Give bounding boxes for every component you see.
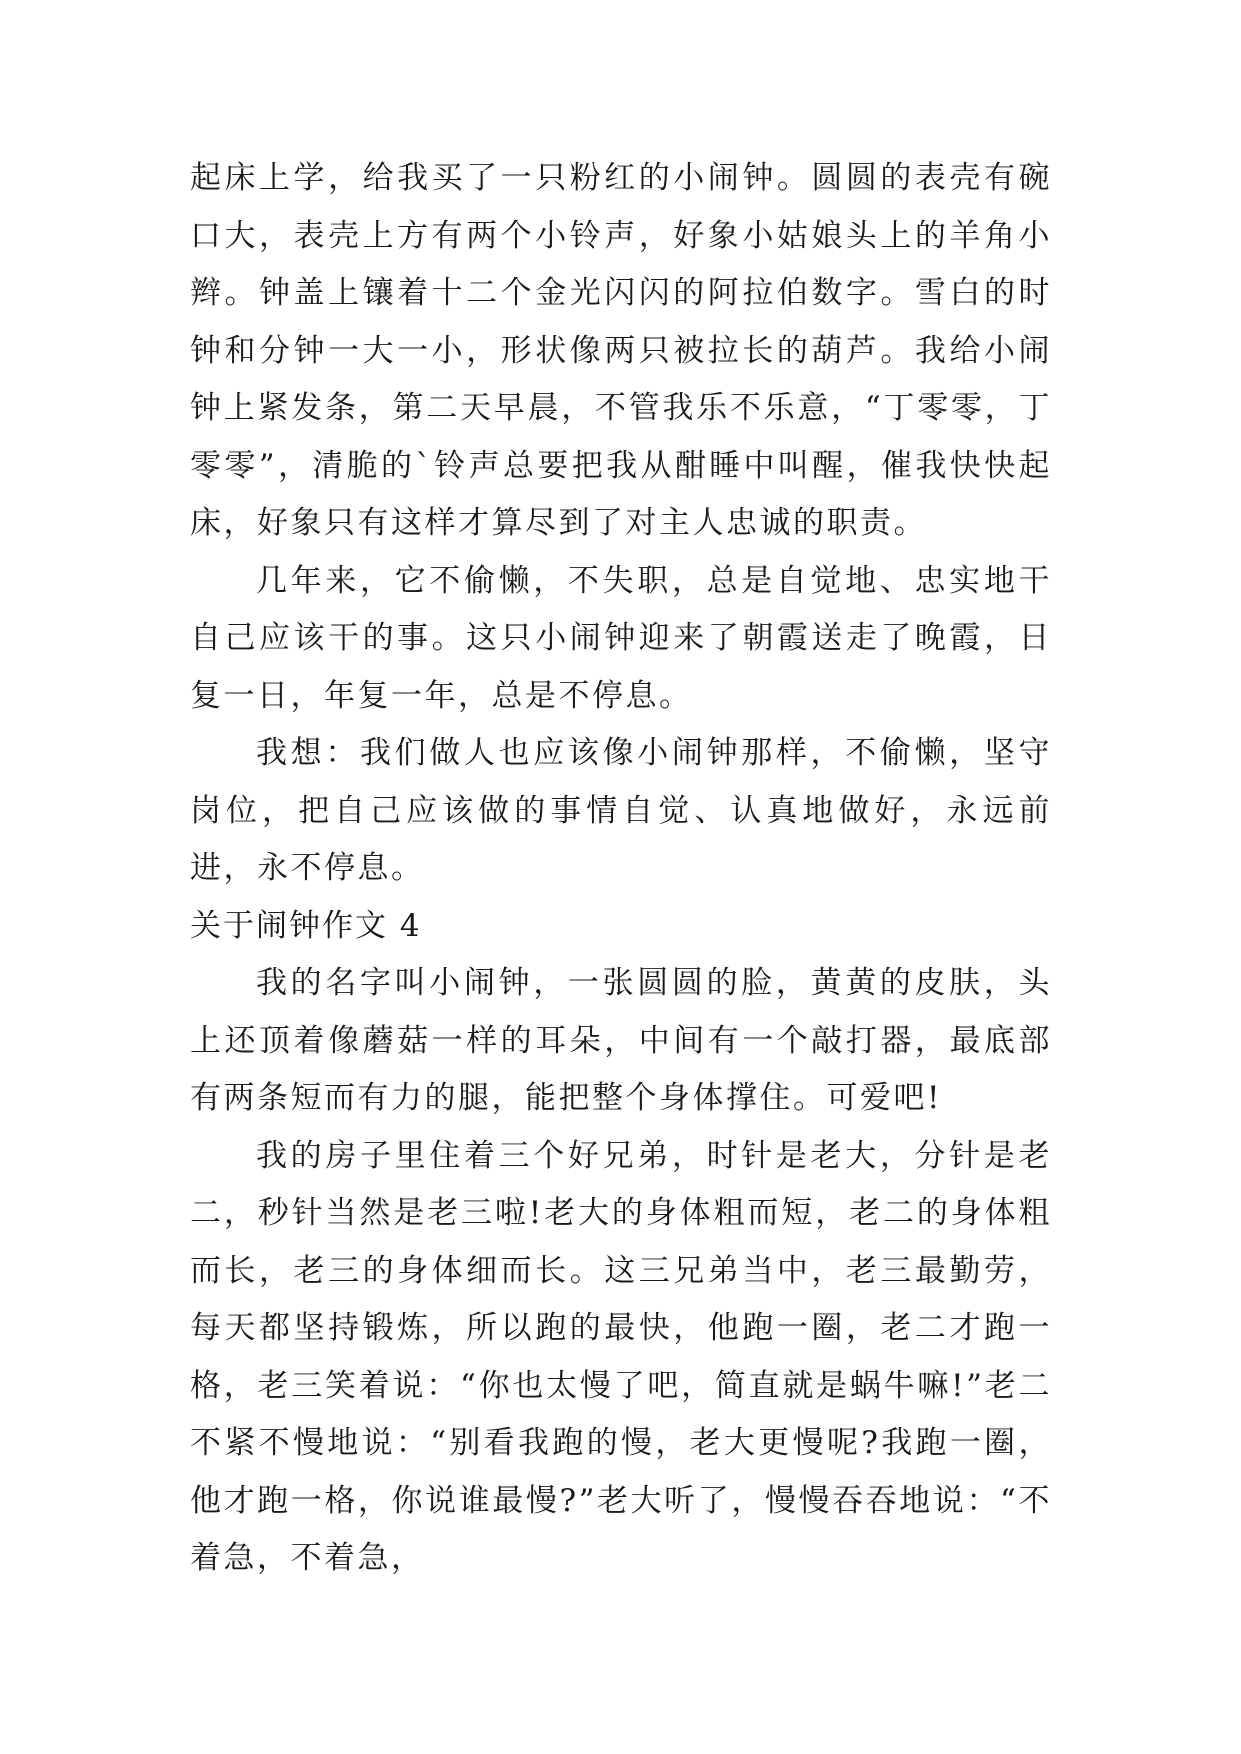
document-body — [190, 150, 1052, 1588]
paragraph: 我想：我们做人也应该像小闹钟那样，不偷懒，坚守岗位，把自己应该做的事情自觉、认真地做好，永远前进，永不停息。 — [190, 735, 1052, 886]
paragraph-continued: 起床上学，给我买了一只粉红的小闹钟。圆圆的表壳有碗口大，表壳上方有两个小铃声，好象小姑娘头上的羊角小辫。钟盖上镶着十二个金光闪闪的阿拉伯数字。雪白的时钟和分钟一大一小，形状像两只被拉长的葫芦。我给小闹钟上紧发条，第二天早晨，不管我乐不乐意，“丁零零，丁零零”，清脆的`铃声总要把我从酣睡中叫醒，催我快快起床，好象只有这样才算尽到了对主人忠诚的职责。 — [190, 160, 1052, 541]
paragraph: 我的房子里住着三个好兄弟，时针是老大，分针是老二，秒针当然是老三啦!老大的身体粗而短，老二的身体粗而长，老三的身体细而长。这三兄弟当中，老三最勤劳，每天都坚持锻炼，所以跑的最快，他跑一圈，老二才跑一格，老三笑着说：“你也太慢了吧，简直就是蜗牛嘛!”老二不紧不慢地说：“别看我跑的慢，老大更慢呢?我跑一圈，他才跑一格，你说谁最慢?”老大听了，慢慢吞吞地说：“不着急，不着急， — [190, 1137, 1052, 1576]
section-heading: 关于闹钟作文 4 — [190, 907, 422, 944]
paragraph: 我的名字叫小闹钟，一张圆圆的脸，黄黄的皮肤，头上还顶着像蘑菇一样的耳朵，中间有一个敲打器，最底部有两条短而有力的腿，能把整个身体撑住。可爱吧! — [190, 965, 1052, 1116]
paragraph: 几年来，它不偷懒，不失职，总是自觉地、忠实地干自己应该干的事。这只小闹钟迎来了朝霞送走了晚霞，日复一日，年复一年，总是不停息。 — [190, 562, 1052, 714]
